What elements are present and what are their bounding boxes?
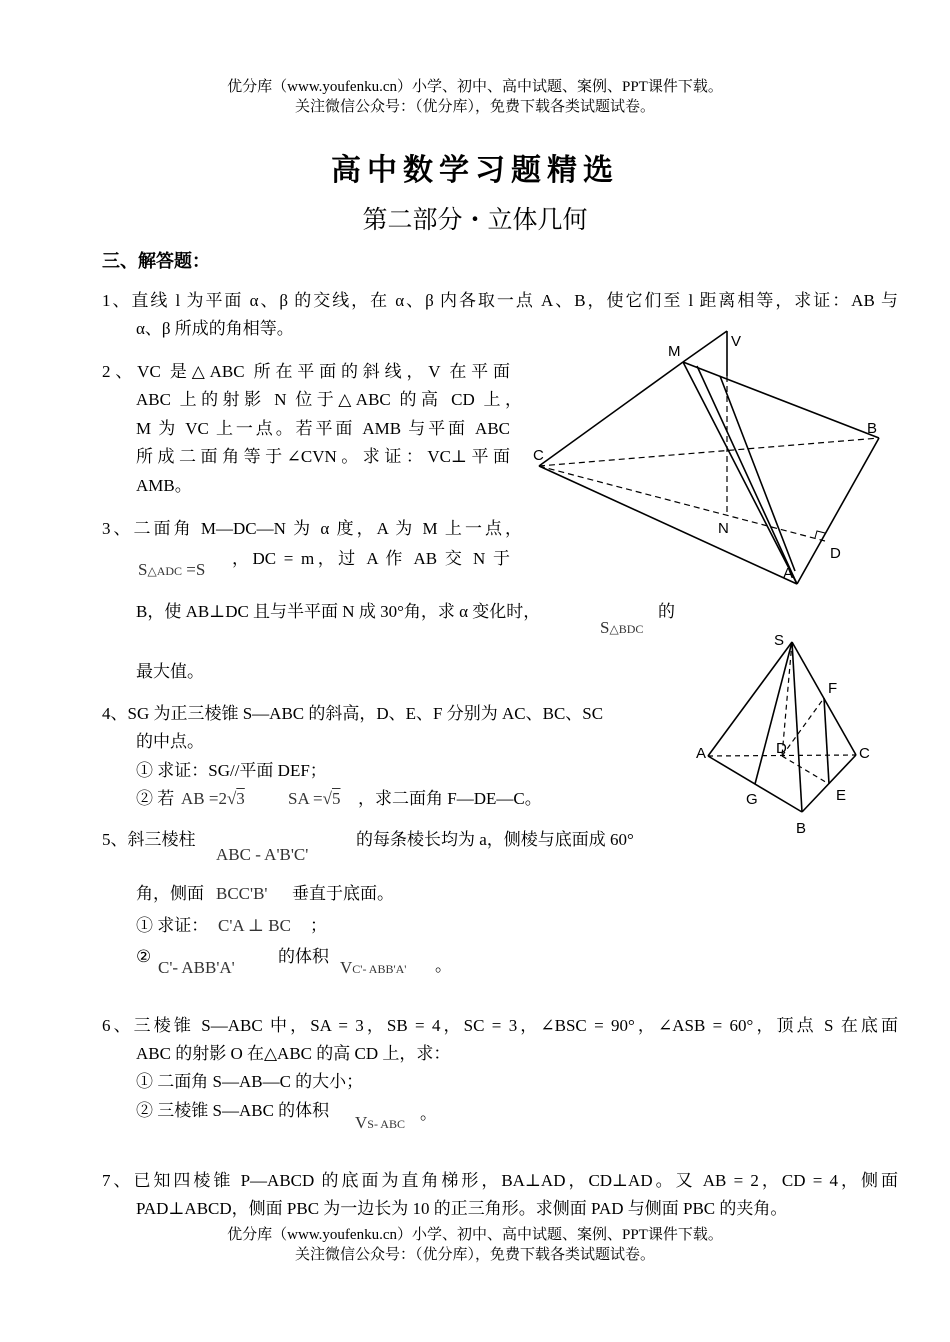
figure1-label-n: N bbox=[718, 520, 729, 537]
q7-line-2: PAD⊥ABCD，侧面 PBC 为一边长为 10 的正三角形。求侧面 PAD 与侧面 PBC 的夹角。 bbox=[136, 1199, 788, 1218]
q5-line-1-pre: 5、斜三棱柱 bbox=[102, 830, 196, 849]
q5-formula-volume-sub: C'- ABB'A' bbox=[352, 962, 407, 976]
q2-line-1: 2、VC 是△ABC 所在平面的斜线，V 在平面 bbox=[102, 362, 510, 381]
q4-line-4-post: ，求二面角 F—DE—C。 bbox=[358, 789, 542, 808]
q6-line-2: ABC 的射影 O 在△ABC 的高 CD 上，求： bbox=[136, 1044, 451, 1063]
figure1-label-d: D bbox=[830, 545, 841, 562]
q3-formula-s-adc-main: S bbox=[138, 560, 148, 579]
sqrt-symbol-icon: √ bbox=[226, 789, 237, 808]
q5-line-4-post: 。 bbox=[435, 956, 452, 975]
q5-line-4-mid: 的体积 bbox=[278, 947, 329, 966]
q6-line-4-post: 。 bbox=[420, 1104, 437, 1123]
figure2-label-e: E bbox=[836, 787, 847, 804]
q7-line-1: 7、已知四棱锥 P—ABCD 的底面为直角梯形，BA⊥AD，CD⊥AD。又 AB = 2，CD = 4，侧面 bbox=[102, 1171, 898, 1190]
q3-formula-s-bdc-main: S bbox=[600, 618, 610, 637]
figure1-label-v: V bbox=[731, 333, 742, 350]
figure1-label-a: A bbox=[783, 565, 794, 582]
q4-formula-ab-radicand: 3 bbox=[236, 789, 245, 808]
footer-line-1: 优分库（www.youfenku.cn）小学、初中、高中试题、案例、PPT课件下载。 bbox=[227, 1227, 723, 1243]
figure-triangular-pyramid bbox=[690, 628, 880, 838]
figure1-label-m: M bbox=[668, 343, 681, 360]
q5-formula-volume-main: V bbox=[340, 958, 353, 977]
q5-line-3-post: ； bbox=[310, 916, 327, 935]
q5-formula-perp: C'A ⊥ BC bbox=[218, 916, 291, 935]
q4-line-2: 的中点。 bbox=[136, 732, 204, 751]
q6-line-1: 6、三棱锥 S—ABC 中，SA = 3，SB = 4，SC = 3，∠BSC = 90°，∠ASB = 60°，顶点 S 在底面 bbox=[102, 1016, 898, 1035]
q4-line-4-pre: ② 若 bbox=[136, 789, 175, 808]
q3-formula-s-adc-sub: △ADC bbox=[147, 564, 183, 578]
q6-line-3: ① 二面角 S—AB—C 的大小； bbox=[136, 1072, 364, 1091]
q1-line-1: 1、直线 l 为平面 α、β 的交线，在 α、β 内各取一点 A、B，使它们至 l 距离相等，求证：AB 与 bbox=[102, 291, 898, 310]
figure-pyramid-mvcab bbox=[525, 326, 895, 591]
q5-formula-pyramid: C'- ABB'A' bbox=[158, 958, 235, 977]
figure1-label-b: B bbox=[867, 420, 878, 437]
q4-line-1: 4、SG 为正三棱锥 S—ABC 的斜高，D、E、F 分别为 AC、BC、SC bbox=[102, 704, 604, 723]
q5-formula-prism: ABC - A'B'C' bbox=[216, 845, 309, 864]
q6-formula-volume bbox=[355, 1113, 405, 1133]
q4-formula-sa-radicand: 5 bbox=[331, 789, 341, 808]
q6-formula-volume-main: V bbox=[355, 1113, 368, 1132]
q3-line-3-end: 的 bbox=[658, 602, 675, 621]
q3-line-2: ，DC = m，过 A 作 AB 交 N 于 bbox=[232, 549, 510, 568]
q3-formula-s-bdc bbox=[600, 618, 643, 638]
q3-formula-s-adc bbox=[138, 560, 205, 580]
q6-formula-volume-sub: S- ABC bbox=[367, 1117, 405, 1131]
q4-formula-ab bbox=[181, 789, 245, 809]
figure2-label-b: B bbox=[796, 820, 807, 837]
figure2-label-d: D bbox=[776, 740, 787, 757]
q5-line-2-post: 垂直于底面。 bbox=[292, 884, 394, 903]
q5-formula-face: BCC'B' bbox=[216, 884, 268, 903]
q2-line-2: ABC 上的射影 N 位于△ABC 的高 CD 上， bbox=[136, 390, 522, 409]
q5-line-3-pre: ① 求证： bbox=[136, 916, 209, 935]
q1-line-2: α、β 所成的角相等。 bbox=[136, 319, 294, 338]
header-line-2: 关注微信公众号：（优分库），免费下载各类试题试卷。 bbox=[294, 99, 655, 115]
figure1-label-c: C bbox=[533, 447, 544, 464]
q3-formula-s-bdc-sub: △BDC bbox=[609, 622, 644, 636]
q3-line-4: 最大值。 bbox=[136, 662, 204, 681]
q5-line-1-post: 的每条棱长均为 a，侧棱与底面成 60° bbox=[356, 830, 634, 849]
q2-line-4: 所成二面角等于∠CVN。求证：VC⊥平面 bbox=[136, 447, 510, 466]
q4-line-3: ① 求证：SG//平面 DEF； bbox=[136, 761, 327, 780]
figure2-label-f: F bbox=[828, 680, 838, 697]
q3-line-1: 3、二面角 M—DC—N 为 α 度，A 为 M 上一点， bbox=[102, 519, 522, 538]
header-line-1: 优分库（www.youfenku.cn）小学、初中、高中试题、案例、PPT课件下载。 bbox=[227, 79, 723, 95]
figure2-label-g: G bbox=[746, 791, 758, 808]
q5-line-4-pre: ② bbox=[136, 947, 152, 966]
q2-line-3: M 为 VC 上一点。若平面 AMB 与平面 ABC bbox=[136, 419, 510, 438]
q5-line-2-pre: 角，侧面 bbox=[136, 884, 204, 903]
page-title: 高中数学习题精选 bbox=[331, 154, 619, 187]
footer-line-2: 关注微信公众号：（优分库），免费下载各类试题试卷。 bbox=[294, 1247, 655, 1263]
q6-line-4: ② 三棱锥 S—ABC 的体积 bbox=[136, 1101, 330, 1120]
figure2-label-c: C bbox=[859, 745, 870, 762]
q4-formula-sa-text: SA = bbox=[288, 789, 323, 808]
figure2-label-s: S bbox=[774, 632, 785, 649]
q5-formula-volume bbox=[340, 958, 406, 978]
q3-formula-s-adc-rest: =S bbox=[182, 560, 206, 579]
sqrt-symbol-icon: √ bbox=[322, 789, 332, 808]
q2-line-5: AMB。 bbox=[136, 476, 192, 495]
q3-line-3: B，使 AB⊥DC 且与半平面 N 成 30°角，求 α 变化时， bbox=[136, 602, 541, 621]
section-heading: 三、解答题： bbox=[102, 251, 210, 271]
q4-formula-sa bbox=[288, 789, 340, 809]
page-subtitle: 第二部分・立体几何 bbox=[362, 207, 588, 234]
q4-formula-ab-text: AB =2 bbox=[181, 789, 227, 808]
figure2-label-a: A bbox=[696, 745, 707, 762]
